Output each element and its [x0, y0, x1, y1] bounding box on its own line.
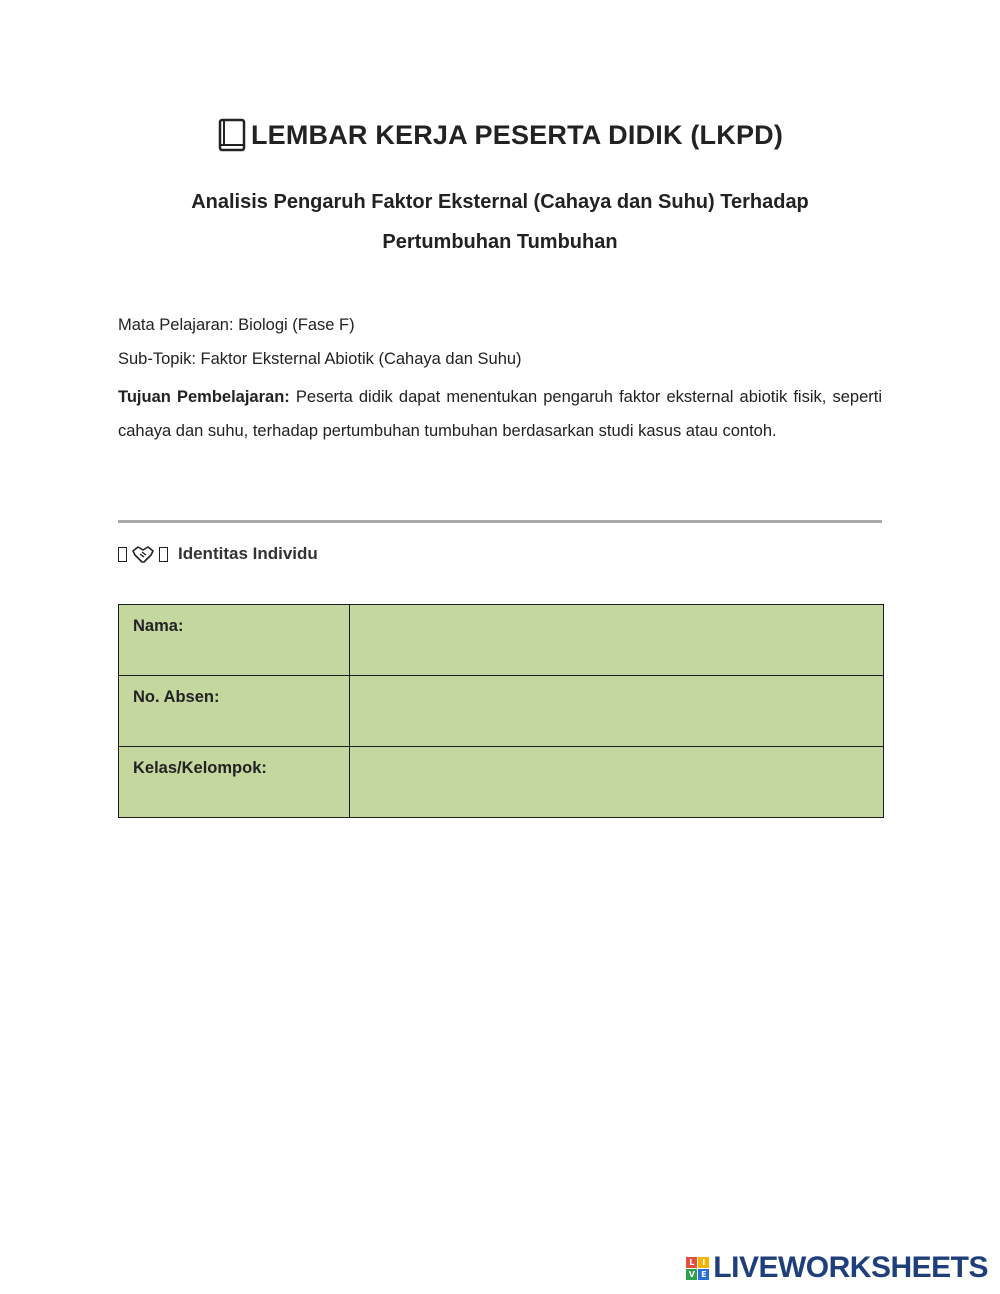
subtopic-line: Sub-Topik: Faktor Eksternal Abiotik (Cahaya dan Suhu) [118, 350, 522, 368]
subtitle-line-2: Pertumbuhan Tumbuhan [382, 231, 618, 253]
subtitle [150, 182, 850, 262]
liveworksheets-logo-icon [686, 1257, 709, 1280]
subtitle-line-1: Analisis Pengaruh Faktor Eksternal (Cahaya dan Suhu) Terhadap [191, 191, 809, 213]
page-title [0, 118, 1000, 152]
attendance-number-input-cell[interactable] [350, 676, 884, 747]
identity-table [118, 604, 884, 818]
identity-section-heading [118, 544, 318, 564]
logo-letter: V [686, 1269, 697, 1280]
subject-line: Mata Pelajaran: Biologi (Fase F) [118, 316, 355, 334]
title-text: LEMBAR KERJA PESERTA DIDIK (LKPD) [250, 119, 784, 150]
logo-letter: I [698, 1257, 709, 1268]
logo-letter: E [698, 1269, 709, 1280]
table-row [119, 676, 884, 747]
name-input-cell[interactable] [350, 605, 884, 676]
learning-goal-label: Tujuan Pembelajaran: [118, 388, 290, 406]
liveworksheets-brand[interactable] [686, 1251, 988, 1285]
logo-letter: L [686, 1257, 697, 1268]
missing-glyph-icon [159, 547, 168, 562]
missing-glyph-icon [118, 547, 127, 562]
handshake-icon [131, 544, 155, 564]
table-row [119, 747, 884, 818]
section-divider [118, 520, 882, 523]
table-row [119, 605, 884, 676]
class-group-input-cell[interactable] [350, 747, 884, 818]
learning-goal [118, 380, 882, 448]
learning-goal-text: Peserta didik dapat menentukan pengaruh faktor eksternal abiotik fisik, seperti cahaya dan suhu, terhadap pertumbuhan tumbuhan berdasarkan studi kasus atau contoh. [118, 388, 882, 440]
class-group-label: Kelas/Kelompok: [119, 747, 350, 818]
book-icon [217, 118, 247, 152]
identity-heading-text: Identitas Individu [178, 544, 318, 563]
name-label: Nama: [119, 605, 350, 676]
attendance-number-label: No. Absen: [119, 676, 350, 747]
brand-text: LIVEWORKSHEETS [713, 1251, 988, 1284]
